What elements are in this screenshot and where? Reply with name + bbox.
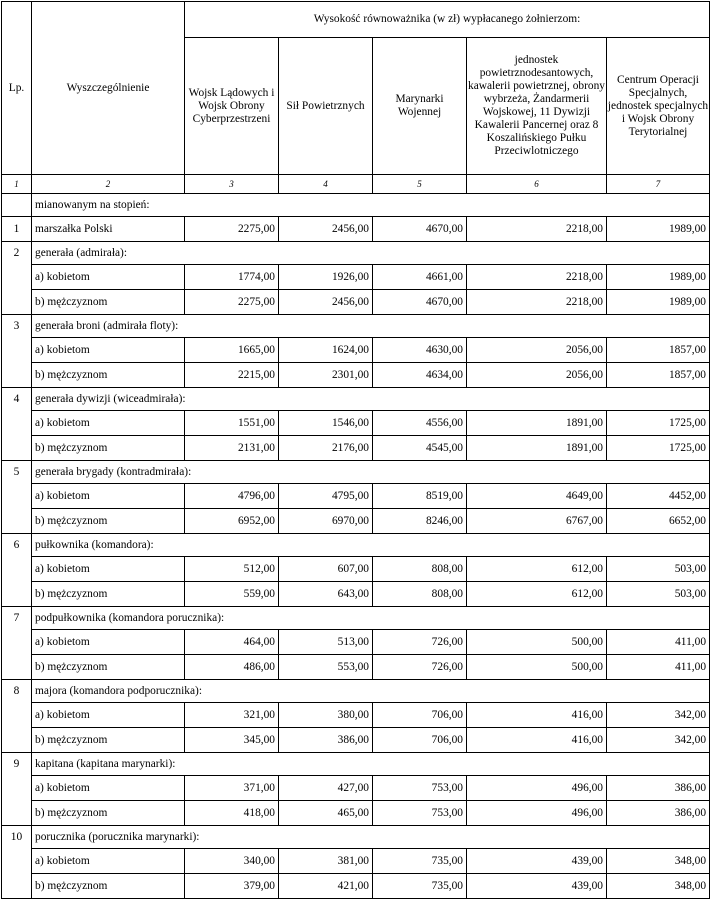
lp-cell: 6: [2, 534, 32, 607]
value-cell: 4630,00: [373, 338, 467, 363]
value-cell: 6952,00: [185, 509, 279, 534]
value-cell: 4649,00: [467, 484, 607, 509]
value-cell: 2301,00: [279, 363, 373, 388]
row-sublabel: b) mężczyznom: [32, 728, 185, 753]
lp-cell: 7: [2, 607, 32, 680]
table-row: [2, 290, 710, 315]
table-row: [2, 849, 710, 874]
value-cell: 643,00: [279, 582, 373, 607]
row-sublabel: b) mężczyznom: [32, 874, 185, 899]
row-sublabel: b) mężczyznom: [32, 801, 185, 826]
value-cell: 612,00: [467, 582, 607, 607]
value-cell: 348,00: [607, 849, 710, 874]
section-label: porucznika (porucznika marynarki):: [32, 826, 710, 849]
value-cell: 381,00: [279, 849, 373, 874]
row-sublabel: b) mężczyznom: [32, 363, 185, 388]
col-number: 3: [185, 175, 279, 194]
row-sublabel: b) mężczyznom: [32, 582, 185, 607]
row-sublabel: b) mężczyznom: [32, 436, 185, 461]
table-row: [2, 655, 710, 680]
value-cell: 500,00: [467, 655, 607, 680]
section-label: pułkownika (komandora):: [32, 534, 710, 557]
value-cell: 503,00: [607, 582, 710, 607]
value-cell: 1551,00: [185, 411, 279, 436]
section-row: [2, 534, 710, 557]
value-cell: 4670,00: [373, 217, 467, 242]
value-cell: 4634,00: [373, 363, 467, 388]
value-cell: 464,00: [185, 630, 279, 655]
value-cell: 4670,00: [373, 290, 467, 315]
value-cell: 808,00: [373, 557, 467, 582]
value-cell: 726,00: [373, 655, 467, 680]
row-sublabel: a) kobietom: [32, 411, 185, 436]
table-row: [2, 582, 710, 607]
section-row: [2, 680, 710, 703]
value-cell: 706,00: [373, 728, 467, 753]
value-cell: 1624,00: [279, 338, 373, 363]
table-row: [2, 363, 710, 388]
value-cell: 1989,00: [607, 290, 710, 315]
col-number: 5: [373, 175, 467, 194]
value-cell: 2275,00: [185, 290, 279, 315]
value-cell: 4796,00: [185, 484, 279, 509]
table-row: [2, 411, 710, 436]
section-row: [2, 242, 710, 265]
value-cell: 386,00: [607, 776, 710, 801]
header-col-5: Marynarki Wojennej: [373, 38, 467, 175]
value-cell: 348,00: [607, 874, 710, 899]
value-cell: 1891,00: [467, 411, 607, 436]
header-lp: Lp.: [2, 2, 32, 175]
value-cell: 1891,00: [467, 436, 607, 461]
value-cell: 2275,00: [185, 217, 279, 242]
row-sublabel: a) kobietom: [32, 630, 185, 655]
table-row: [2, 801, 710, 826]
row-sublabel: a) kobietom: [32, 338, 185, 363]
lp-cell: 2: [2, 242, 32, 315]
value-cell: 1926,00: [279, 265, 373, 290]
table-row: [2, 728, 710, 753]
value-cell: 418,00: [185, 801, 279, 826]
row-sublabel: a) kobietom: [32, 557, 185, 582]
value-cell: 753,00: [373, 776, 467, 801]
col-number: 2: [32, 175, 185, 194]
header-col-7: Centrum Operacji Specjalnych, jednostek specjalnych i Wojsk Obrony Terytorialnej: [607, 38, 710, 175]
section-row: [2, 461, 710, 484]
value-cell: 1665,00: [185, 338, 279, 363]
header-col-6: jednostek powietrznodesantowych, kawalerii powietrznej, obrony wybrzeża, Żandarmerii Wojskowej, 11 Dywizji Kawalerii Pancernej oraz 8 Koszalińskiego Pułku Przeciwlotniczego: [467, 38, 607, 175]
value-cell: 340,00: [185, 849, 279, 874]
section-label: generała broni (admirała floty):: [32, 315, 710, 338]
table-row: [2, 436, 710, 461]
lp-cell: 4: [2, 388, 32, 461]
value-cell: 416,00: [467, 728, 607, 753]
value-cell: 735,00: [373, 849, 467, 874]
value-cell: 2218,00: [467, 290, 607, 315]
section-label: majora (komandora podporucznika):: [32, 680, 710, 703]
value-cell: 2215,00: [185, 363, 279, 388]
table-row: [2, 265, 710, 290]
table-row: [2, 703, 710, 728]
value-cell: 1857,00: [607, 338, 710, 363]
lp-cell: [2, 194, 32, 217]
value-cell: 465,00: [279, 801, 373, 826]
value-cell: 496,00: [467, 776, 607, 801]
value-cell: 808,00: [373, 582, 467, 607]
value-cell: 2176,00: [279, 436, 373, 461]
value-cell: 486,00: [185, 655, 279, 680]
value-cell: 371,00: [185, 776, 279, 801]
section-label: podpułkownika (komandora porucznika):: [32, 607, 710, 630]
value-cell: 1774,00: [185, 265, 279, 290]
row-label: marszałka Polski: [32, 217, 185, 242]
value-cell: 503,00: [607, 557, 710, 582]
lp-cell: 10: [2, 826, 32, 899]
row-sublabel: b) mężczyznom: [32, 509, 185, 534]
table-row: [2, 557, 710, 582]
section-row: [2, 753, 710, 776]
value-cell: 513,00: [279, 630, 373, 655]
section-row: [2, 607, 710, 630]
value-cell: 496,00: [467, 801, 607, 826]
value-cell: 2456,00: [279, 290, 373, 315]
row-sublabel: a) kobietom: [32, 849, 185, 874]
lp-cell: 3: [2, 315, 32, 388]
value-cell: 4556,00: [373, 411, 467, 436]
value-cell: 735,00: [373, 874, 467, 899]
table-row: [2, 630, 710, 655]
value-cell: 411,00: [607, 630, 710, 655]
value-cell: 386,00: [279, 728, 373, 753]
value-cell: 439,00: [467, 849, 607, 874]
value-cell: 411,00: [607, 655, 710, 680]
section-row: [2, 388, 710, 411]
value-cell: 726,00: [373, 630, 467, 655]
row-sublabel: b) mężczyznom: [32, 655, 185, 680]
value-cell: 2456,00: [279, 217, 373, 242]
value-cell: 612,00: [467, 557, 607, 582]
lp-cell: 1: [2, 217, 32, 242]
lp-cell: 8: [2, 680, 32, 753]
value-cell: 379,00: [185, 874, 279, 899]
table-row: [2, 484, 710, 509]
value-cell: 2056,00: [467, 338, 607, 363]
value-cell: 4661,00: [373, 265, 467, 290]
row-sublabel: b) mężczyznom: [32, 290, 185, 315]
table-body: [2, 194, 710, 899]
table-row: [2, 509, 710, 534]
table-row: [2, 217, 710, 242]
value-cell: 1546,00: [279, 411, 373, 436]
value-cell: 321,00: [185, 703, 279, 728]
value-cell: 1989,00: [607, 265, 710, 290]
header-wyszczegolnienie: Wyszczególnienie: [32, 2, 185, 175]
value-cell: 1989,00: [607, 217, 710, 242]
value-cell: 1857,00: [607, 363, 710, 388]
value-cell: 342,00: [607, 703, 710, 728]
value-cell: 753,00: [373, 801, 467, 826]
section-label: kapitana (kapitana marynarki):: [32, 753, 710, 776]
value-cell: 2056,00: [467, 363, 607, 388]
allowance-table: [1, 1, 710, 899]
section-row: [2, 315, 710, 338]
section-label: generała dywizji (wiceadmirała):: [32, 388, 710, 411]
col-number: 4: [279, 175, 373, 194]
value-cell: 4795,00: [279, 484, 373, 509]
value-cell: 6970,00: [279, 509, 373, 534]
value-cell: 512,00: [185, 557, 279, 582]
row-sublabel: a) kobietom: [32, 776, 185, 801]
value-cell: 2218,00: [467, 217, 607, 242]
value-cell: 607,00: [279, 557, 373, 582]
header-group-title: Wysokość równoważnika (w zł) wypłacanego żołnierzom:: [185, 2, 710, 38]
value-cell: 500,00: [467, 630, 607, 655]
intro-text: mianowanym na stopień:: [32, 194, 710, 217]
value-cell: 439,00: [467, 874, 607, 899]
section-row: [2, 826, 710, 849]
col-number: 6: [467, 175, 607, 194]
row-sublabel: a) kobietom: [32, 265, 185, 290]
value-cell: 416,00: [467, 703, 607, 728]
value-cell: 553,00: [279, 655, 373, 680]
value-cell: 380,00: [279, 703, 373, 728]
col-number: 7: [607, 175, 710, 194]
table-row: [2, 874, 710, 899]
header-col-4: Sił Powietrznych: [279, 38, 373, 175]
value-cell: 4545,00: [373, 436, 467, 461]
value-cell: 1725,00: [607, 436, 710, 461]
value-cell: 345,00: [185, 728, 279, 753]
value-cell: 2218,00: [467, 265, 607, 290]
value-cell: 8246,00: [373, 509, 467, 534]
section-label: generała (admirała):: [32, 242, 710, 265]
value-cell: 427,00: [279, 776, 373, 801]
lp-cell: 5: [2, 461, 32, 534]
value-cell: 8519,00: [373, 484, 467, 509]
lp-cell: 9: [2, 753, 32, 826]
row-sublabel: a) kobietom: [32, 484, 185, 509]
header-col-3: Wojsk Lądowych i Wojsk Obrony Cyberprzestrzeni: [185, 38, 279, 175]
value-cell: 342,00: [607, 728, 710, 753]
value-cell: 421,00: [279, 874, 373, 899]
value-cell: 6652,00: [607, 509, 710, 534]
row-sublabel: a) kobietom: [32, 703, 185, 728]
value-cell: 4452,00: [607, 484, 710, 509]
value-cell: 2131,00: [185, 436, 279, 461]
value-cell: 706,00: [373, 703, 467, 728]
value-cell: 1725,00: [607, 411, 710, 436]
value-cell: 6767,00: [467, 509, 607, 534]
value-cell: 559,00: [185, 582, 279, 607]
col-number: 1: [2, 175, 32, 194]
value-cell: 386,00: [607, 801, 710, 826]
table-row: [2, 776, 710, 801]
table-row: [2, 338, 710, 363]
section-label: generała brygady (kontradmirała):: [32, 461, 710, 484]
